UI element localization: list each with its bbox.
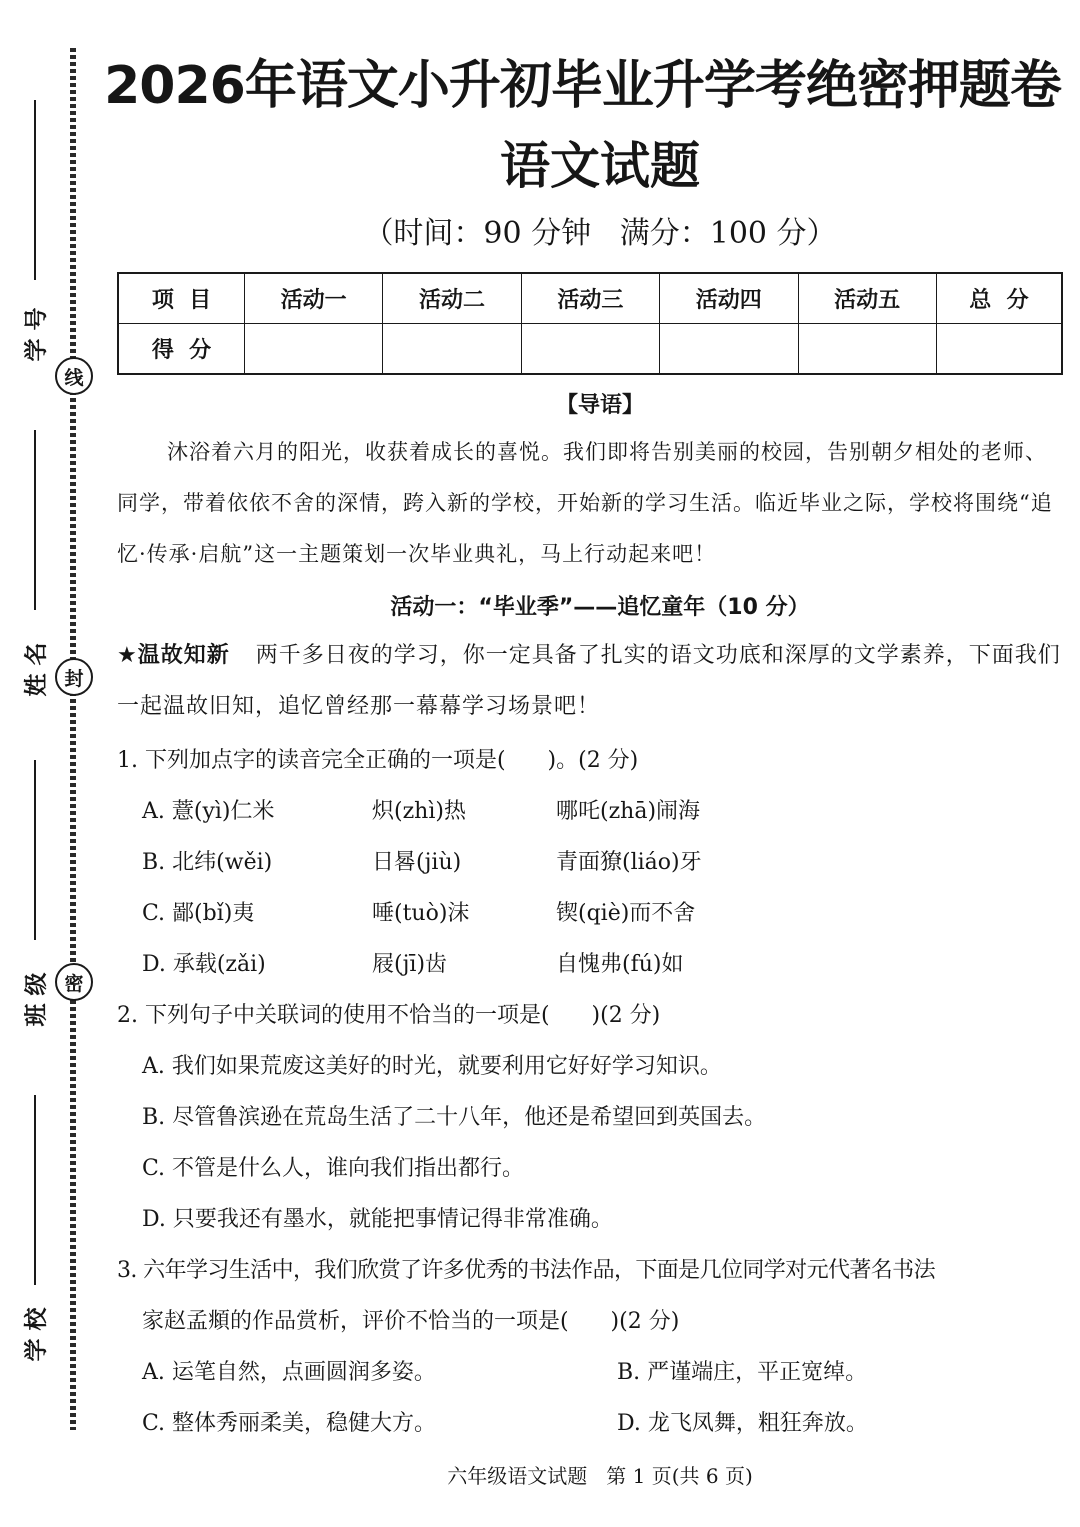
q3-option-a: A. 运笔自然，点画圆润多姿。 — [142, 1360, 436, 1385]
student-id-fill-line — [34, 100, 36, 280]
score-row-label: 得 分 — [118, 324, 245, 375]
seal-mi: 密 — [55, 963, 93, 1001]
q1-option-c-2: 唾(tuò)沫 — [372, 901, 470, 926]
name-fill-line — [34, 430, 36, 610]
intro-paragraph: 沐浴着六月的阳光，收获着成长的喜悦。我们即将告别美丽的校园，告别朝夕相处的老师、同学，带着依依不舍的深情，跨入新的学校，开始新的学习生活。临近毕业之际，学校将围绕“追忆·传承·启航”这一主题策划一次毕业典礼，马上行动起来吧！ — [117, 440, 1053, 566]
q2-option-c: C. 不管是什么人，谁向我们指出都行。 — [142, 1156, 525, 1181]
question-3-stem-line2: 家赵孟頫的作品赏析，评价不恰当的一项是( )(2 分) — [142, 1309, 680, 1334]
score-header-cell: 总 分 — [936, 273, 1062, 324]
score-cell[interactable] — [660, 324, 798, 375]
score-cell[interactable] — [521, 324, 659, 375]
q1-option-a-2: 炽(zhì)热 — [372, 799, 466, 824]
student-id-label: 学 号 — [22, 307, 50, 362]
score-header-cell: 活动五 — [798, 273, 936, 324]
class-fill-line — [34, 760, 36, 940]
q1-option-d-2: 屐(jī)齿 — [372, 952, 448, 977]
activity1-heading: 活动一：“毕业季”——追忆童年（10 分） — [390, 595, 810, 620]
score-cell[interactable] — [383, 324, 521, 375]
seal-feng: 封 — [55, 658, 93, 696]
score-cell[interactable] — [245, 324, 383, 375]
q1-option-a-3: 哪吒(zhā)闹海 — [556, 799, 701, 824]
q1-option-c-1: C. 鄙(bǐ)夷 — [142, 901, 255, 926]
q1-option-b-3: 青面獠(liáo)牙 — [556, 850, 702, 875]
question-1-stem: 1. 下列加点字的读音完全正确的一项是( )。(2 分) — [117, 748, 639, 773]
lead-label: ★温故知新 — [117, 643, 230, 668]
q2-option-d: D. 只要我还有墨水，就能把事情记得非常准确。 — [142, 1207, 613, 1232]
q3-option-b: B. 严谨端庄，平正宽绰。 — [617, 1360, 868, 1385]
exam-meta: （时间：90 分钟 满分：100 分） — [363, 216, 837, 251]
question-3-stem-line1: 3. 六年学习生活中，我们欣赏了许多优秀的书法作品，下面是几位同学对元代著名书法 — [117, 1258, 935, 1283]
page-footer: 六年级语文试题 第 1 页(共 6 页) — [447, 1464, 753, 1488]
q2-option-b: B. 尽管鲁滨逊在荒岛生活了二十八年，他还是希望回到英国去。 — [142, 1105, 767, 1130]
score-cell[interactable] — [936, 324, 1062, 375]
binding-strip — [0, 0, 100, 1527]
q1-option-d-1: D. 承载(zǎi) — [142, 952, 266, 977]
q1-option-b-2: 日晷(jiù) — [372, 850, 462, 875]
score-header-cell: 活动二 — [383, 273, 521, 324]
q1-option-b-1: B. 北纬(wěi) — [142, 850, 273, 875]
lead-text: 两千多日夜的学习，你一定具备了扎实的语文功底和深厚的文学素养，下面我们一起温故旧知，追忆曾经那一幕幕学习场景吧！ — [117, 643, 1061, 719]
exam-subtitle: 语文试题 — [500, 137, 700, 195]
score-header-cell: 活动一 — [245, 273, 383, 324]
school-label: 学 校 — [22, 1307, 50, 1362]
dashed-binding-line — [70, 48, 76, 1430]
score-header-cell: 项 目 — [118, 273, 245, 324]
q2-option-a: A. 我们如果荒废这美好的时光，就要利用它好好学习知识。 — [142, 1054, 722, 1079]
name-label: 姓 名 — [22, 642, 50, 697]
q3-option-d: D. 龙飞凤舞，粗狂奔放。 — [617, 1411, 868, 1436]
score-header-cell: 活动四 — [660, 273, 798, 324]
score-header-cell: 活动三 — [521, 273, 659, 324]
school-fill-line — [34, 1095, 36, 1285]
score-table-score-row — [118, 324, 1062, 375]
score-cell[interactable] — [798, 324, 936, 375]
q1-option-c-3: 锲(qiè)而不舍 — [556, 901, 696, 926]
q3-option-c: C. 整体秀丽柔美，稳健大方。 — [142, 1411, 437, 1436]
seal-xian: 线 — [55, 357, 93, 395]
question-2-stem: 2. 下列句子中关联词的使用不恰当的一项是( )(2 分) — [117, 1003, 661, 1028]
activity1-lead — [117, 630, 1063, 732]
exam-title: 2026年语文小升初毕业升学考绝密押题卷 — [104, 56, 1061, 116]
class-label: 班 级 — [22, 972, 50, 1027]
score-table — [117, 272, 1063, 375]
intro-heading: 【导语】 — [555, 393, 644, 418]
score-table-header-row — [118, 273, 1062, 324]
q1-option-d-3: 自愧弗(fú)如 — [556, 952, 684, 977]
q1-option-a-1: A. 薏(yì)仁米 — [142, 799, 275, 824]
